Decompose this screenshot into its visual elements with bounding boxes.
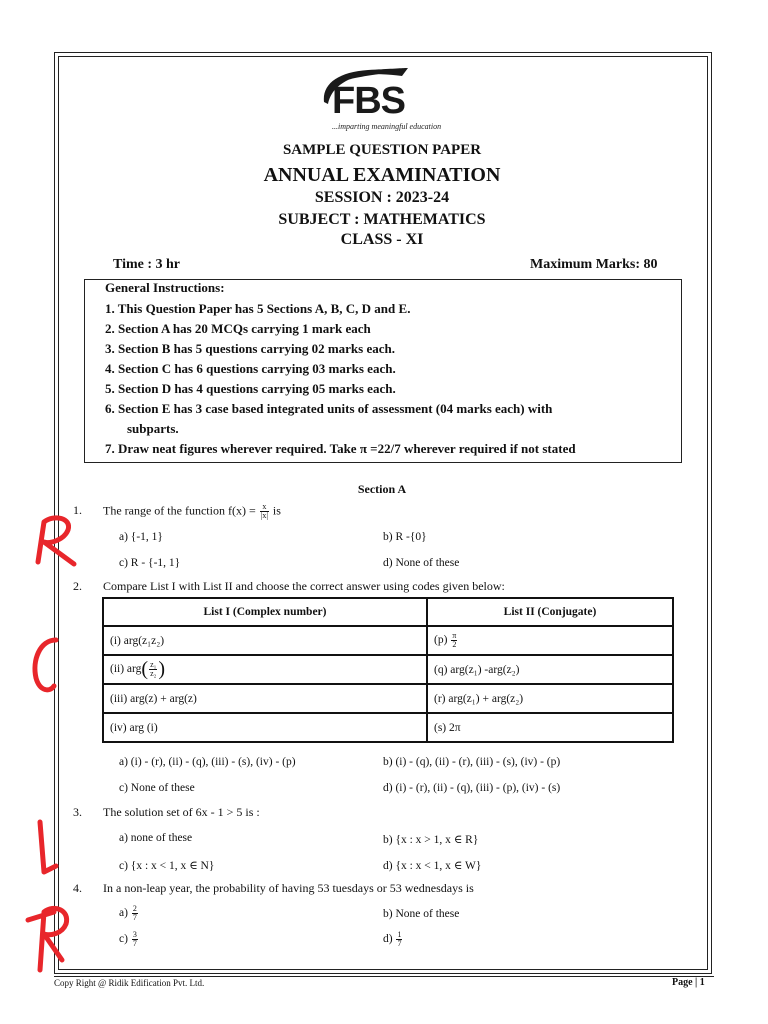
question-number: 1. [73, 503, 82, 517]
fraction-denominator: z₂ [150, 669, 157, 678]
table-cell: (q) arg(z₁) -arg(z₂) [427, 655, 673, 684]
question-number: 3. [73, 805, 82, 819]
table-cell: (r) arg(z₁) + arg(z₂) [427, 684, 673, 713]
option-a: a) none of these [119, 832, 193, 844]
subject: SUBJECT : MATHEMATICS [278, 211, 486, 228]
instruction-item: 3. Section B has 5 questions carrying 02 marks each. [105, 341, 395, 356]
cell-label: (ii) arg [110, 663, 142, 676]
table-row [103, 713, 673, 742]
fraction-numerator: π [452, 631, 457, 640]
question-4-text: In a non-leap year, the probability of having 53 tuesdays or 53 wednesdays is [103, 881, 474, 895]
table-row [103, 655, 673, 684]
option-c: c) {x : x < 1, x ∈ N} [119, 860, 215, 872]
option-c: c) R - {-1, 1} [119, 557, 181, 569]
table-cell: (s) 2π [427, 713, 673, 742]
option-label: d) [383, 933, 393, 946]
section-title: Section A [357, 482, 407, 496]
fraction [451, 632, 457, 649]
option-b: b) R -{0} [383, 531, 427, 543]
option-b: b) None of these [383, 908, 460, 920]
instruction-item: subparts. [127, 421, 179, 436]
option-d: d) None of these [383, 557, 460, 569]
instruction-item: 1. This Question Paper has 5 Sections A, B, C, D and E. [105, 301, 411, 316]
option-label: a) [119, 907, 128, 920]
option-label: c) [119, 933, 128, 946]
fraction [260, 503, 269, 520]
instruction-item: 7. Draw neat figures wherever required. Take π =22/7 wherever required if not stated [105, 441, 576, 456]
fraction-numerator: 2 [132, 904, 137, 913]
fraction [132, 931, 138, 948]
table-cell: (i) arg(z₁z₂) [103, 626, 427, 655]
fraction [396, 931, 402, 948]
instructions-title: General Instructions: [105, 280, 225, 295]
instruction-item: 2. Section A has 20 MCQs carrying 1 mark each [105, 321, 371, 336]
annotation-r2 [28, 908, 67, 970]
question-3-text: The solution set of 6x - 1 > 5 is : [103, 805, 260, 819]
fraction-numerator: 1 [397, 930, 402, 939]
option-d: d) (i) - (r), (ii) - (q), (iii) - (p), (iv) - (s) [383, 782, 561, 794]
fraction-numerator: z₁ [150, 660, 157, 669]
fraction-numerator: 3 [132, 930, 137, 939]
annotation-l [40, 822, 56, 872]
table-row [103, 626, 673, 655]
handwritten-annotations [10, 500, 80, 980]
fraction [149, 661, 157, 678]
question-text: is [272, 503, 281, 518]
instruction-item: 5. Section D has 4 questions carrying 05 marks each. [105, 381, 396, 396]
fbs-logo [318, 64, 452, 132]
match-table [102, 597, 674, 743]
fraction-denominator: 7 [132, 913, 137, 922]
table-row [103, 684, 673, 713]
logo-tagline: ...imparting meaningful education [332, 122, 442, 131]
question-2-text: Compare List I with List II and choose the correct answer using codes given below: [103, 579, 505, 593]
paper-type: SAMPLE QUESTION PAPER [282, 142, 482, 158]
fraction-denominator: 7 [397, 939, 402, 948]
annotation-r [38, 518, 74, 564]
column-header: List I (Complex number) [103, 598, 427, 626]
fraction [132, 905, 138, 922]
footer-copyright: Copy Right @ Ridik Edification Pvt. Ltd. [54, 978, 205, 988]
table-cell: (ii) arg( $\frac{\text{z₁}}{\text{z₂}}$ ) [103, 655, 427, 684]
question-1-text [103, 503, 281, 520]
session: SESSION : 2023-24 [314, 189, 450, 206]
question-number: 2. [73, 579, 82, 593]
fraction-denominator: 2 [452, 640, 457, 649]
option-b: b) {x : x > 1, x ∈ R} [383, 834, 479, 846]
page-number: Page | 1 [672, 977, 705, 988]
option-a: a) {-1, 1} [119, 531, 163, 543]
table-cell: (iv) arg (i) [103, 713, 427, 742]
table-header-row [103, 598, 673, 626]
instruction-item: 4. Section C has 6 questions carrying 03 marks each. [105, 361, 396, 376]
instruction-item: 6. Section E has 3 case based integrated units of assessment (04 marks each) with [105, 401, 553, 416]
annotation-c [35, 640, 56, 690]
table-cell: (iii) arg(z) + arg(z) [103, 684, 427, 713]
maximum-marks: Maximum Marks: 80 [530, 257, 658, 272]
fraction-numerator: x [260, 503, 269, 512]
fraction-denominator: |x| [260, 511, 268, 520]
time-allowed: Time : 3 hr [113, 257, 181, 272]
option-a [119, 905, 139, 922]
option-d: d) {x : x < 1, x ∈ W} [383, 860, 482, 872]
class: CLASS - XI [340, 231, 424, 248]
cell-label: (p) [434, 634, 448, 647]
question-text: The range of the function f(x) = [103, 503, 256, 518]
table-cell [427, 626, 673, 655]
option-c [119, 931, 139, 948]
option-b: b) (i) - (q), (ii) - (r), (iii) - (s), (iv) - (p) [383, 756, 561, 768]
exam-title: ANNUAL EXAMINATION [263, 164, 501, 186]
logo-text: FBS [332, 80, 405, 122]
column-header: List II (Conjugate) [427, 598, 673, 626]
option-a: a) (i) - (r), (ii) - (q), (iii) - (s), (iv) - (p) [119, 756, 296, 768]
footer-divider [54, 976, 714, 977]
option-c: c) None of these [119, 782, 195, 794]
question-number: 4. [73, 881, 82, 895]
fraction-denominator: 7 [132, 939, 137, 948]
option-d [383, 931, 403, 948]
instructions-box [84, 279, 682, 463]
